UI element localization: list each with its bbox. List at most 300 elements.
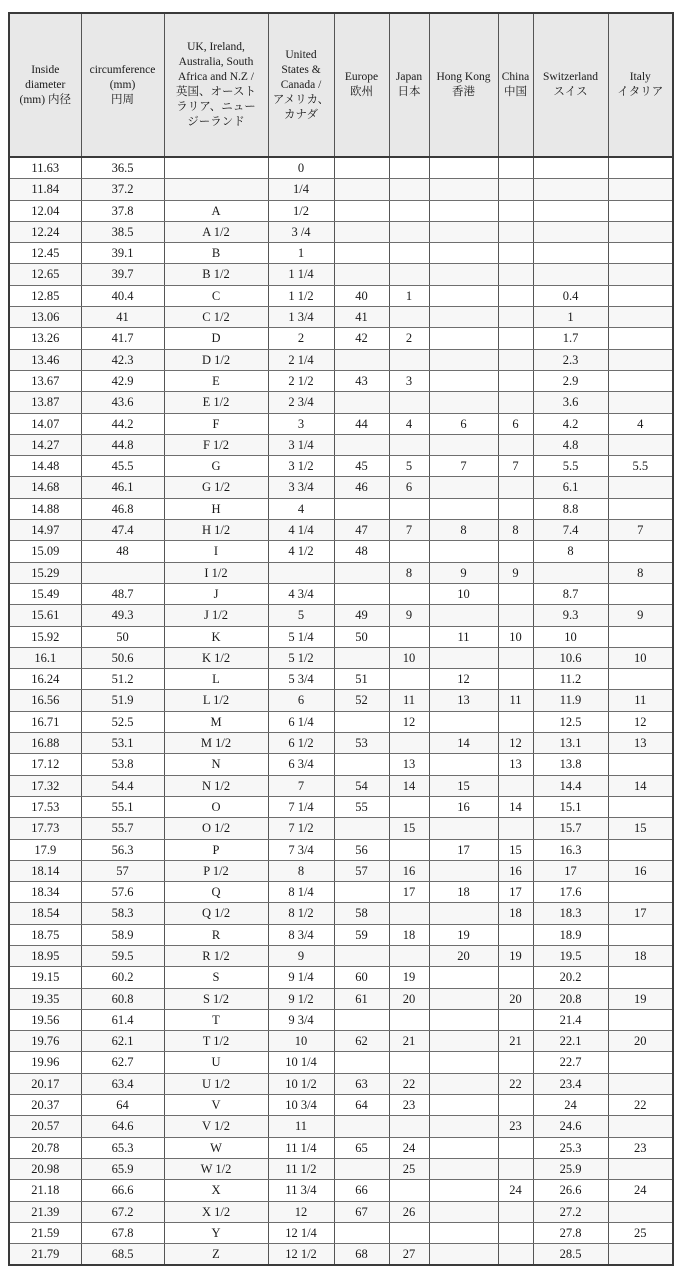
cell-hongkong: 13 xyxy=(429,690,498,711)
cell-us: 10 1/4 xyxy=(268,1052,334,1073)
cell-us: 11 1/4 xyxy=(268,1137,334,1158)
cell-us xyxy=(268,562,334,583)
cell-us: 6 1/2 xyxy=(268,733,334,754)
cell-japan xyxy=(389,945,429,966)
cell-japan xyxy=(389,434,429,455)
cell-japan xyxy=(389,498,429,519)
cell-china: 23 xyxy=(498,1116,533,1137)
cell-italy xyxy=(608,370,673,391)
table-row xyxy=(9,1201,673,1222)
cell-hongkong: 17 xyxy=(429,839,498,860)
cell-switzerland: 24.6 xyxy=(533,1116,608,1137)
column-header-line: Italy xyxy=(629,71,651,83)
cell-diameter: 19.15 xyxy=(9,967,81,988)
cell-hongkong: 7 xyxy=(429,456,498,477)
column-header-line: 英国、オースト xyxy=(176,86,256,98)
cell-switzerland: 13.1 xyxy=(533,733,608,754)
cell-diameter: 12.85 xyxy=(9,285,81,306)
cell-circumference: 39.7 xyxy=(81,264,164,285)
cell-hongkong xyxy=(429,754,498,775)
table-row xyxy=(9,243,673,264)
cell-italy xyxy=(608,626,673,647)
cell-europe xyxy=(334,264,389,285)
table-row xyxy=(9,647,673,668)
cell-switzerland: 0.4 xyxy=(533,285,608,306)
cell-circumference: 41.7 xyxy=(81,328,164,349)
cell-circumference: 38.5 xyxy=(81,221,164,242)
cell-switzerland: 27.2 xyxy=(533,1201,608,1222)
cell-diameter: 14.88 xyxy=(9,498,81,519)
cell-china xyxy=(498,1222,533,1243)
cell-diameter: 21.18 xyxy=(9,1180,81,1201)
cell-uk: E 1/2 xyxy=(164,392,268,413)
cell-hongkong xyxy=(429,647,498,668)
cell-uk: L xyxy=(164,669,268,690)
cell-diameter: 15.49 xyxy=(9,583,81,604)
cell-circumference: 43.6 xyxy=(81,392,164,413)
cell-italy xyxy=(608,498,673,519)
cell-china xyxy=(498,179,533,200)
cell-europe xyxy=(334,179,389,200)
cell-switzerland: 25.3 xyxy=(533,1137,608,1158)
cell-switzerland: 5.5 xyxy=(533,456,608,477)
cell-diameter: 13.26 xyxy=(9,328,81,349)
table-row xyxy=(9,541,673,562)
cell-hongkong xyxy=(429,307,498,328)
cell-uk: H xyxy=(164,498,268,519)
cell-japan: 21 xyxy=(389,1031,429,1052)
cell-us: 8 3/4 xyxy=(268,924,334,945)
cell-us: 10 1/2 xyxy=(268,1073,334,1094)
cell-circumference: 51.9 xyxy=(81,690,164,711)
cell-europe xyxy=(334,157,389,179)
cell-us: 1/4 xyxy=(268,179,334,200)
cell-hongkong xyxy=(429,285,498,306)
cell-circumference: 62.7 xyxy=(81,1052,164,1073)
cell-us: 11 3/4 xyxy=(268,1180,334,1201)
column-header-us xyxy=(268,13,334,157)
cell-circumference: 60.2 xyxy=(81,967,164,988)
cell-japan: 9 xyxy=(389,605,429,626)
cell-diameter: 13.87 xyxy=(9,392,81,413)
cell-hongkong xyxy=(429,179,498,200)
table-row xyxy=(9,1222,673,1243)
cell-europe: 60 xyxy=(334,967,389,988)
cell-italy xyxy=(608,967,673,988)
cell-circumference: 58.9 xyxy=(81,924,164,945)
cell-diameter: 16.24 xyxy=(9,669,81,690)
cell-circumference: 50 xyxy=(81,626,164,647)
cell-uk: I xyxy=(164,541,268,562)
cell-japan: 14 xyxy=(389,775,429,796)
cell-us: 5 xyxy=(268,605,334,626)
cell-diameter: 20.17 xyxy=(9,1073,81,1094)
column-header-line: 欧州 xyxy=(350,86,373,98)
cell-hongkong xyxy=(429,711,498,732)
cell-japan xyxy=(389,626,429,647)
cell-diameter: 18.14 xyxy=(9,860,81,881)
cell-us: 1 1/4 xyxy=(268,264,334,285)
cell-circumference: 45.5 xyxy=(81,456,164,477)
cell-europe: 51 xyxy=(334,669,389,690)
column-header-line: ラリア、ニュー xyxy=(176,101,256,113)
cell-japan: 8 xyxy=(389,562,429,583)
cell-japan xyxy=(389,157,429,179)
cell-china xyxy=(498,328,533,349)
cell-china xyxy=(498,392,533,413)
cell-uk: O xyxy=(164,796,268,817)
column-header-line: 円周 xyxy=(111,93,134,106)
cell-italy: 22 xyxy=(608,1095,673,1116)
cell-europe xyxy=(334,1116,389,1137)
cell-china xyxy=(498,200,533,221)
cell-europe xyxy=(334,1222,389,1243)
cell-diameter: 16.71 xyxy=(9,711,81,732)
cell-diameter: 15.92 xyxy=(9,626,81,647)
cell-diameter: 19.35 xyxy=(9,988,81,1009)
cell-us: 10 xyxy=(268,1031,334,1052)
column-header-line: Japan xyxy=(395,71,423,83)
cell-japan: 12 xyxy=(389,711,429,732)
table-header xyxy=(9,13,673,157)
cell-circumference: 57.6 xyxy=(81,882,164,903)
cell-italy: 16 xyxy=(608,860,673,881)
cell-uk: F 1/2 xyxy=(164,434,268,455)
cell-diameter: 20.37 xyxy=(9,1095,81,1116)
cell-uk: I 1/2 xyxy=(164,562,268,583)
cell-circumference: 51.2 xyxy=(81,669,164,690)
cell-uk: F xyxy=(164,413,268,434)
cell-japan: 27 xyxy=(389,1244,429,1266)
cell-uk: G xyxy=(164,456,268,477)
cell-switzerland: 11.9 xyxy=(533,690,608,711)
cell-japan: 5 xyxy=(389,456,429,477)
table-row xyxy=(9,520,673,541)
cell-japan: 18 xyxy=(389,924,429,945)
cell-uk: N xyxy=(164,754,268,775)
cell-switzerland: 11.2 xyxy=(533,669,608,690)
cell-japan xyxy=(389,349,429,370)
cell-switzerland: 19.5 xyxy=(533,945,608,966)
cell-japan xyxy=(389,733,429,754)
cell-hongkong xyxy=(429,498,498,519)
cell-japan xyxy=(389,1222,429,1243)
cell-diameter: 17.73 xyxy=(9,818,81,839)
cell-japan: 1 xyxy=(389,285,429,306)
cell-japan xyxy=(389,583,429,604)
cell-italy: 24 xyxy=(608,1180,673,1201)
cell-europe: 64 xyxy=(334,1095,389,1116)
cell-switzerland xyxy=(533,243,608,264)
cell-europe xyxy=(334,221,389,242)
cell-diameter: 14.68 xyxy=(9,477,81,498)
cell-china xyxy=(498,349,533,370)
cell-switzerland: 10 xyxy=(533,626,608,647)
cell-italy xyxy=(608,264,673,285)
cell-switzerland: 8.8 xyxy=(533,498,608,519)
cell-diameter: 13.67 xyxy=(9,370,81,391)
cell-japan xyxy=(389,1009,429,1030)
cell-italy xyxy=(608,477,673,498)
cell-diameter: 14.07 xyxy=(9,413,81,434)
column-header-line: 香港 xyxy=(452,86,475,98)
cell-switzerland: 17 xyxy=(533,860,608,881)
table-row xyxy=(9,477,673,498)
cell-circumference: 36.5 xyxy=(81,157,164,179)
cell-switzerland: 18.9 xyxy=(533,924,608,945)
cell-us: 12 xyxy=(268,1201,334,1222)
cell-circumference: 42.3 xyxy=(81,349,164,370)
cell-china: 11 xyxy=(498,690,533,711)
cell-us: 11 xyxy=(268,1116,334,1137)
cell-italy xyxy=(608,200,673,221)
column-header-italy xyxy=(608,13,673,157)
column-header-line: 中国 xyxy=(504,86,527,98)
cell-china xyxy=(498,370,533,391)
cell-italy xyxy=(608,1052,673,1073)
cell-us: 2 xyxy=(268,328,334,349)
cell-italy xyxy=(608,349,673,370)
cell-china xyxy=(498,1137,533,1158)
cell-europe xyxy=(334,1009,389,1030)
cell-china: 20 xyxy=(498,988,533,1009)
cell-japan: 10 xyxy=(389,647,429,668)
table-row xyxy=(9,775,673,796)
cell-china xyxy=(498,669,533,690)
cell-switzerland: 28.5 xyxy=(533,1244,608,1266)
cell-italy: 4 xyxy=(608,413,673,434)
column-header-europe xyxy=(334,13,389,157)
cell-circumference: 42.9 xyxy=(81,370,164,391)
cell-switzerland: 3.6 xyxy=(533,392,608,413)
table-row xyxy=(9,328,673,349)
cell-us: 1/2 xyxy=(268,200,334,221)
cell-italy xyxy=(608,882,673,903)
table-row xyxy=(9,221,673,242)
cell-japan: 20 xyxy=(389,988,429,1009)
cell-switzerland: 4.8 xyxy=(533,434,608,455)
table-header-row xyxy=(9,13,673,157)
cell-italy: 25 xyxy=(608,1222,673,1243)
cell-italy: 7 xyxy=(608,520,673,541)
cell-italy xyxy=(608,179,673,200)
cell-uk: C xyxy=(164,285,268,306)
cell-japan xyxy=(389,796,429,817)
cell-china xyxy=(498,818,533,839)
cell-europe: 67 xyxy=(334,1201,389,1222)
cell-us: 7 3/4 xyxy=(268,839,334,860)
cell-diameter: 21.59 xyxy=(9,1222,81,1243)
cell-hongkong: 15 xyxy=(429,775,498,796)
cell-italy: 14 xyxy=(608,775,673,796)
cell-china: 15 xyxy=(498,839,533,860)
cell-uk: J xyxy=(164,583,268,604)
cell-diameter: 15.29 xyxy=(9,562,81,583)
cell-diameter: 14.48 xyxy=(9,456,81,477)
cell-china xyxy=(498,434,533,455)
cell-europe xyxy=(334,818,389,839)
cell-uk: D 1/2 xyxy=(164,349,268,370)
cell-switzerland: 17.6 xyxy=(533,882,608,903)
cell-uk: U 1/2 xyxy=(164,1073,268,1094)
cell-us: 12 1/2 xyxy=(268,1244,334,1266)
cell-us: 4 1/4 xyxy=(268,520,334,541)
cell-europe: 58 xyxy=(334,903,389,924)
cell-china: 17 xyxy=(498,882,533,903)
cell-diameter: 11.84 xyxy=(9,179,81,200)
table-row xyxy=(9,562,673,583)
cell-switzerland: 20.2 xyxy=(533,967,608,988)
cell-europe: 40 xyxy=(334,285,389,306)
cell-circumference: 53.1 xyxy=(81,733,164,754)
cell-japan xyxy=(389,839,429,860)
cell-europe: 68 xyxy=(334,1244,389,1266)
cell-diameter: 12.04 xyxy=(9,200,81,221)
cell-hongkong xyxy=(429,434,498,455)
column-header-line: アメリカ、 xyxy=(272,93,330,106)
cell-china: 19 xyxy=(498,945,533,966)
cell-circumference: 37.2 xyxy=(81,179,164,200)
cell-china: 7 xyxy=(498,456,533,477)
cell-hongkong xyxy=(429,818,498,839)
cell-diameter: 15.09 xyxy=(9,541,81,562)
column-header-line: カナダ xyxy=(284,108,318,121)
cell-us: 11 1/2 xyxy=(268,1158,334,1179)
cell-us: 3 /4 xyxy=(268,221,334,242)
cell-uk: R 1/2 xyxy=(164,945,268,966)
cell-italy xyxy=(608,307,673,328)
cell-china: 8 xyxy=(498,520,533,541)
cell-switzerland: 14.4 xyxy=(533,775,608,796)
cell-china xyxy=(498,307,533,328)
column-header-line: (mm) 内径 xyxy=(19,93,71,106)
cell-diameter: 16.1 xyxy=(9,647,81,668)
cell-us: 8 xyxy=(268,860,334,881)
cell-circumference: 52.5 xyxy=(81,711,164,732)
column-header-diameter xyxy=(9,13,81,157)
cell-italy xyxy=(608,434,673,455)
cell-hongkong: 12 xyxy=(429,669,498,690)
cell-italy xyxy=(608,1244,673,1266)
cell-europe: 48 xyxy=(334,541,389,562)
column-header-line: Australia, South xyxy=(178,56,254,68)
cell-china xyxy=(498,583,533,604)
cell-diameter: 13.06 xyxy=(9,307,81,328)
cell-circumference: 56.3 xyxy=(81,839,164,860)
table-row xyxy=(9,456,673,477)
cell-italy xyxy=(608,221,673,242)
cell-uk: D xyxy=(164,328,268,349)
cell-us: 10 3/4 xyxy=(268,1095,334,1116)
cell-china xyxy=(498,924,533,945)
cell-diameter: 17.53 xyxy=(9,796,81,817)
cell-hongkong xyxy=(429,200,498,221)
cell-us: 9 xyxy=(268,945,334,966)
cell-china xyxy=(498,221,533,242)
cell-china: 10 xyxy=(498,626,533,647)
cell-uk: Z xyxy=(164,1244,268,1266)
cell-uk: H 1/2 xyxy=(164,520,268,541)
cell-diameter: 18.95 xyxy=(9,945,81,966)
table-row xyxy=(9,839,673,860)
cell-europe: 59 xyxy=(334,924,389,945)
cell-europe: 53 xyxy=(334,733,389,754)
cell-uk: J 1/2 xyxy=(164,605,268,626)
cell-japan: 16 xyxy=(389,860,429,881)
table-row xyxy=(9,1031,673,1052)
cell-europe: 62 xyxy=(334,1031,389,1052)
cell-hongkong xyxy=(429,328,498,349)
cell-switzerland: 24 xyxy=(533,1095,608,1116)
cell-switzerland: 12.5 xyxy=(533,711,608,732)
cell-china: 14 xyxy=(498,796,533,817)
cell-hongkong: 11 xyxy=(429,626,498,647)
cell-italy xyxy=(608,796,673,817)
cell-europe: 57 xyxy=(334,860,389,881)
cell-uk: W xyxy=(164,1137,268,1158)
column-header-circumference xyxy=(81,13,164,157)
cell-japan: 15 xyxy=(389,818,429,839)
cell-diameter: 12.24 xyxy=(9,221,81,242)
table-row xyxy=(9,860,673,881)
cell-switzerland: 10.6 xyxy=(533,647,608,668)
cell-us: 7 1/4 xyxy=(268,796,334,817)
cell-switzerland: 7.4 xyxy=(533,520,608,541)
table-row xyxy=(9,818,673,839)
cell-switzerland: 27.8 xyxy=(533,1222,608,1243)
cell-china xyxy=(498,775,533,796)
cell-italy xyxy=(608,1201,673,1222)
cell-hongkong xyxy=(429,903,498,924)
cell-hongkong: 6 xyxy=(429,413,498,434)
cell-europe: 52 xyxy=(334,690,389,711)
cell-hongkong: 20 xyxy=(429,945,498,966)
cell-circumference: 50.6 xyxy=(81,647,164,668)
cell-europe xyxy=(334,562,389,583)
cell-japan xyxy=(389,1180,429,1201)
cell-switzerland: 26.6 xyxy=(533,1180,608,1201)
cell-uk: K 1/2 xyxy=(164,647,268,668)
cell-europe xyxy=(334,1158,389,1179)
cell-europe xyxy=(334,243,389,264)
cell-china: 9 xyxy=(498,562,533,583)
cell-switzerland: 15.1 xyxy=(533,796,608,817)
cell-hongkong xyxy=(429,1073,498,1094)
cell-circumference: 64 xyxy=(81,1095,164,1116)
cell-circumference: 54.4 xyxy=(81,775,164,796)
cell-italy: 19 xyxy=(608,988,673,1009)
cell-europe: 42 xyxy=(334,328,389,349)
cell-us: 4 xyxy=(268,498,334,519)
column-header-switzerland xyxy=(533,13,608,157)
cell-japan xyxy=(389,541,429,562)
cell-switzerland: 2.3 xyxy=(533,349,608,370)
cell-europe xyxy=(334,945,389,966)
cell-circumference: 44.8 xyxy=(81,434,164,455)
cell-circumference: 46.1 xyxy=(81,477,164,498)
cell-italy xyxy=(608,583,673,604)
cell-japan xyxy=(389,264,429,285)
cell-diameter: 11.63 xyxy=(9,157,81,179)
cell-japan: 25 xyxy=(389,1158,429,1179)
table-row xyxy=(9,690,673,711)
cell-europe: 63 xyxy=(334,1073,389,1094)
ring-size-conversion-table-container xyxy=(8,12,672,1266)
cell-hongkong xyxy=(429,392,498,413)
cell-diameter: 18.75 xyxy=(9,924,81,945)
table-row xyxy=(9,264,673,285)
cell-switzerland: 25.9 xyxy=(533,1158,608,1179)
